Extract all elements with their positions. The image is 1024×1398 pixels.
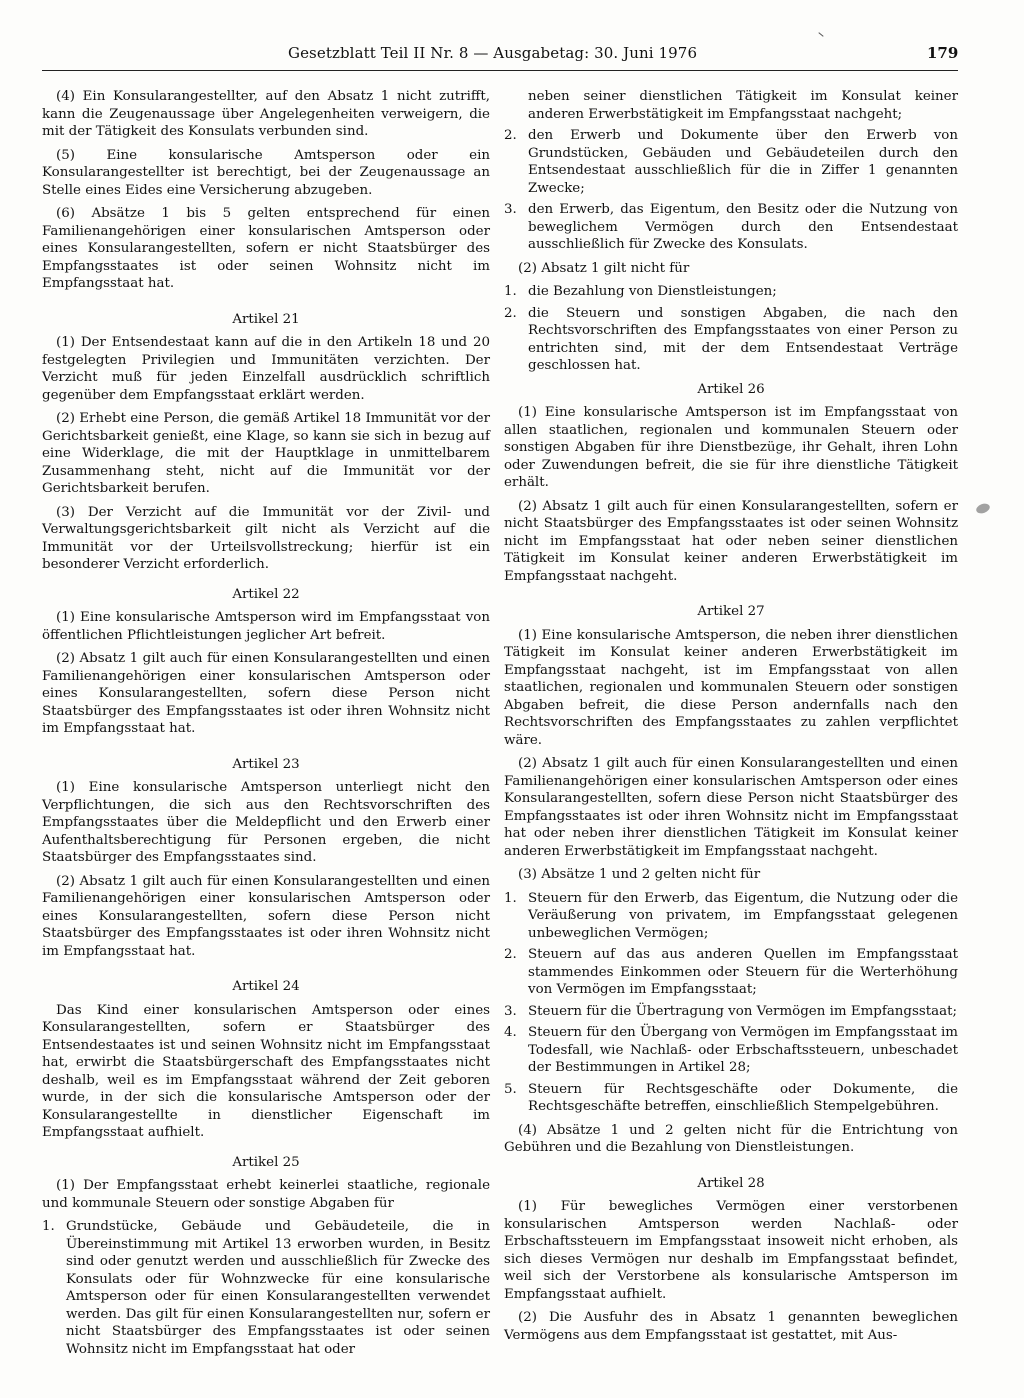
list-item-text: neben seiner dienstlichen Tätigkeit im Konsulat keiner anderen Erwerbstätigkeit im Empfangsstaat nachgeht; (528, 89, 958, 122)
list-number: 4. (504, 1025, 517, 1040)
article-heading: Artikel 28 (697, 1175, 765, 1191)
scan-speck (975, 502, 991, 515)
paragraph: (1) Eine konsularische Amtsperson, die neben ihrer dienstlichen Tätigkeit im Konsulat keiner anderen Erwerbstätigkeit im Empfangsstaat nachgeht, ist im Empfangsstaat von allen staatlichen, regionalen und kommunalen Steuern oder sonstigen Abgaben befreit, die diese Person andernfalls nach den Rechtsvorschriften des Empfangsstaates zu zahlen verpflichtet wäre. (504, 627, 958, 748)
paragraph: (1) Der Empfangsstaat erhebt keinerlei staatliche, regionale und kommunale Steuern oder sonstige Abgaben für (42, 1178, 490, 1211)
list-item-continuation (504, 88, 958, 123)
paragraph: (1) Eine konsularische Amtsperson ist im Empfangsstaat von allen staatlichen, regionalen und kommunalen Steuern oder sonstigen Abgaben für ihre Dienstbezüge, ihr Gehalt, ihren Lohn oder Zuwendungen befreit, die sie für ihre dienstliche Tätigkeit erhält. (504, 405, 958, 490)
scan-mark (818, 32, 823, 37)
list-item (504, 1081, 958, 1116)
paragraph: (2) Absatz 1 gilt auch für einen Konsularangestellten und einen Familienangehörigen einer konsularischen Amtsperson oder eines Konsularangestellten, sofern diese Person nicht Staatsbürger des Empfangsstaates ist oder ihren Wohnsitz nicht im Empfangsstaat hat oder neben ihrer dienstlichen Tätigkeit im Konsulat keiner anderen Erwerbstätigkeit im Empfangsstaat nachgeht. (504, 756, 958, 859)
list-item (504, 890, 958, 943)
list-number: 3. (504, 202, 517, 217)
list-item (504, 1024, 958, 1077)
list-item-text: den Erwerb, das Eigentum, den Besitz oder die Nutzung von beweglichem Vermögen durch den Entsendestaat ausschließlich für Zwecke des Konsulats. (528, 202, 958, 252)
list-item (504, 283, 958, 301)
paragraph: (2) Absatz 1 gilt auch für einen Konsularangestellten und einen Familienangehörigen einer konsularischen Amtsperson oder eines Konsularangestellten, sofern diese Person nicht Staatsbürger des Empfangsstaates ist oder ihren Wohnsitz nicht im Empfangsstaat hat. (42, 873, 490, 959)
numbered-list (504, 88, 958, 254)
header-rule (42, 70, 958, 71)
list-item (42, 1218, 490, 1358)
list-item-text: Grundstücke, Gebäude und Gebäudeteile, die in Übereinstimmung mit Artikel 13 erworben wurden, in Besitz sind oder genutzt werden und ausschließlich für Zwecke des Konsulats oder für Wohnzwecke für eine konsularische Amtsperson oder für einen Konsularangestellten verwendet werden. Das gilt für einen Konsularangestellten nur, sofern er nicht Staatsbürger des Empfangsstaates ist oder seinen Wohnsitz nicht im Empfangsstaat hat oder (66, 1219, 490, 1357)
list-item (504, 201, 958, 254)
paragraph: (2) Erhebt eine Person, die gemäß Artikel 18 Immunität vor der Gerichtsbarkeit genießt, eine Klage, so kann sie sich in bezug auf eine Widerklage, die mit der Hauptklage in unmittelbarem Zusammenhang steht, nicht auf die Immunität vor der Gerichtsbarkeit berufen. (42, 411, 490, 496)
paragraph: (4) Absätze 1 und 2 gelten nicht für die Entrichtung von Gebühren und die Bezahlung von Dienstleistungen. (504, 1122, 958, 1155)
list-item (504, 127, 958, 197)
list-item (504, 305, 958, 375)
list-item-text: den Erwerb und Dokumente über den Erwerb von Grundstücken, Gebäuden und Gebäudeteilen durch den Entsendestaat ausschließlich für die in Ziffer 1 genannten Zwecke; (528, 128, 958, 196)
list-item-text: Steuern für die Übertragung von Vermögen im Empfangsstaat; (528, 1003, 957, 1019)
list-number: 1. (504, 284, 517, 299)
article-heading: Artikel 24 (232, 979, 300, 994)
numbered-list (504, 283, 958, 375)
list-item-text: die Bezahlung von Dienstleistungen; (528, 284, 777, 299)
list-number: 2. (504, 947, 517, 962)
list-number: 1. (504, 890, 517, 906)
paragraph: (2) Die Ausfuhr des in Absatz 1 genannten beweglichen Vermögens aus dem Empfangsstaat ist gestattet, mit Aus- (504, 1310, 958, 1343)
article-heading: Artikel 23 (232, 756, 300, 772)
article-heading: Artikel 26 (697, 381, 765, 397)
paragraph: (1) Für bewegliches Vermögen einer verstorbenen konsularischen Amtsperson werden Nachlaß- oder Erbschaftssteuern im Empfangsstaat insoweit nicht erhoben, als sich dieses Vermögen nur deshalb im Empfangsstaat befindet, weil sich der Verstorbene als konsularische Amtsperson im Empfangsstaat aufhielt. (504, 1199, 958, 1302)
page-header (0, 44, 1024, 68)
numbered-list (504, 890, 958, 1116)
paragraph: (2) Absatz 1 gilt auch für einen Konsularangestellten, sofern er nicht Staatsbürger des Empfangsstaates ist oder seinen Wohnsitz nicht im Empfangsstaat hat oder neben seiner dienstlichen Tätigkeit im Konsulat keiner anderen Erwerbstätigkeit im Empfangsstaat nachgeht. (504, 498, 958, 584)
list-item-text: Steuern auf das aus anderen Quellen im Empfangsstaat stammendes Einkommen oder Steuern für die Werterhöhung von Vermögen im Empfangsstaat; (528, 947, 958, 997)
header-title: Gesetzblatt Teil II Nr. 8 — Ausgabetag: 30. Juni 1976 (288, 44, 698, 62)
article-heading: Artikel 22 (232, 586, 300, 602)
paragraph: (2) Absatz 1 gilt auch für einen Konsularangestellten und einen Familienangehörigen einer konsularischen Amtsperson oder eines Konsularangestellten, sofern diese Person nicht Staatsbürger des Empfangsstaates ist oder ihren Wohnsitz nicht im Empfangsstaat hat. (42, 651, 490, 736)
list-item-text: Steuern für den Übergang von Vermögen im Empfangsstaat im Todesfall, wie Nachlaß- oder Erbschaftssteuern, unbeschadet der Bestimmungen in Artikel 28; (528, 1025, 958, 1075)
list-item-text: Steuern für Rechtsgeschäfte oder Dokumente, die Rechtsgeschäfte betreffen, einschließlich Stempelgebühren. (528, 1081, 958, 1114)
list-item (504, 946, 958, 999)
list-number: 5. (504, 1081, 517, 1097)
paragraph: (3) Absätze 1 und 2 gelten nicht für (518, 867, 761, 882)
list-item-text: die Steuern und sonstigen Abgaben, die nach den Rechtsvorschriften des Empfangsstaates von einer Person zu entrichten sind, mit der dem Entsendestaat Verträge geschlossen hat. (528, 305, 958, 373)
paragraph: (1) Eine konsularische Amtsperson wird im Empfangsstaat von öffentlichen Pflichtleistungen jeglicher Art befreit. (42, 610, 490, 643)
list-number: 1. (42, 1219, 55, 1234)
paragraph: (1) Der Entsendestaat kann auf die in den Artikeln 18 und 20 festgelegten Privilegien und Immunitäten verzichten. Der Verzicht muß für jeden Einzelfall ausdrücklich schriftlich gegenüber dem Empfangsstaat erklärt werden. (42, 335, 490, 403)
article-heading: Artikel 21 (232, 311, 300, 327)
list-number: 2. (504, 128, 517, 143)
paragraph: (4) Ein Konsularangestellter, auf den Absatz 1 nicht zutrifft, kann die Zeugenaussage über Angelegenheiten verweigern, die mit der Tätigkeit des Konsulats verbunden sind. (42, 89, 490, 139)
numbered-list (42, 1218, 490, 1358)
article-heading: Artikel 25 (232, 1154, 300, 1170)
left-column (42, 88, 490, 1364)
paragraph: (2) Absatz 1 gilt nicht für (518, 260, 690, 276)
list-number: 3. (504, 1003, 517, 1019)
article-heading: Artikel 27 (697, 604, 765, 619)
paragraph: Das Kind einer konsularischen Amtsperson oder eines Konsularangestellten, sofern er Staatsbürger des Entsendestaates ist und seinen Wohnsitz nicht im Empfangsstaat hat, erwirbt die Staatsbürgerschaft des Empfangsstaates nicht deshalb, weil es im Empfangsstaat während der Zeit geboren wurde, in der sich die konsularische Amtsperson oder der Konsularangestellte in dienstlicher Eigenschaft im Empfangsstaat aufhielt. (42, 1002, 490, 1140)
list-number: 2. (504, 305, 517, 321)
paragraph: (3) Der Verzicht auf die Immunität vor der Zivil- und Verwaltungsgerichtsbarkeit gilt nicht als Verzicht auf die Immunität vor der Urteilsvollstreckung; hierfür ist ein besonderer Verzicht erforderlich. (42, 504, 490, 572)
list-item-text: Steuern für den Erwerb, das Eigentum, die Nutzung oder die Veräußerung von privatem, im Empfangsstaat gelegenen unbeweglichen Vermögen; (528, 890, 958, 941)
list-item (504, 1003, 958, 1021)
paragraph: (1) Eine konsularische Amtsperson unterliegt nicht den Verpflichtungen, die sich aus den Rechtsvorschriften des Empfangsstaates über die Meldepflicht und den Erwerb einer Aufenthaltsberechtigung für Personen ergeben, die nicht Staatsbürger des Empfangsstaates sind. (42, 780, 490, 865)
paragraph: (5) Eine konsularische Amtsperson oder ein Konsularangestellter ist berechtigt, bei der Zeugenaussage an Stelle eines Eides eine Versicherung abzugeben. (42, 147, 490, 198)
right-column (504, 88, 958, 1350)
paragraph: (6) Absätze 1 bis 5 gelten entsprechend für einen Familienangehörigen einer konsularischen Amtsperson oder eines Konsularangestellten, sofern er nicht Staatsbürger des Empfangsstaates ist oder seinen Wohnsitz nicht im Empfangsstaat hat. (42, 206, 490, 291)
page-number: 179 (927, 44, 959, 62)
